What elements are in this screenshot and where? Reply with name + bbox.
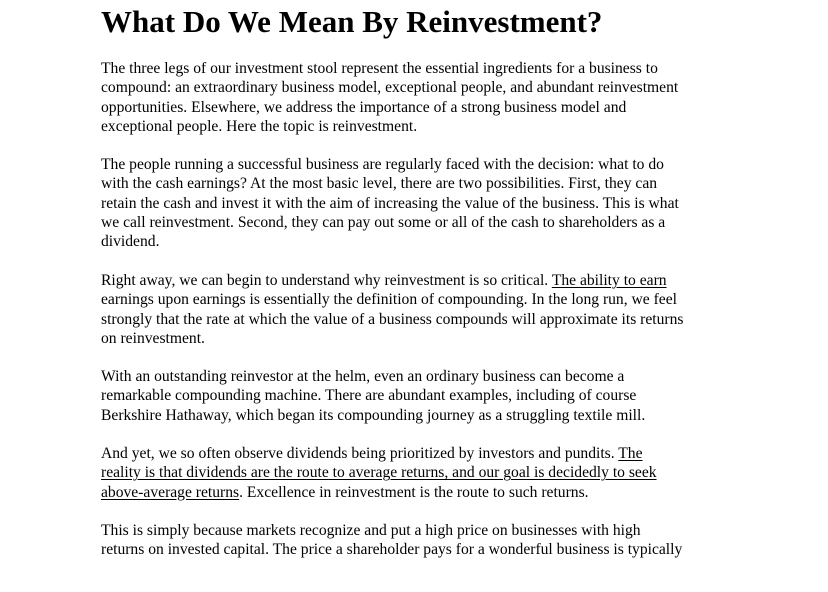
text-segment: Right away, we can begin to understand why reinvestment is so critical.	[101, 272, 552, 289]
text-line	[101, 386, 761, 405]
text-segment: And yet, we so often observe dividends being prioritized by investors and pundits.	[101, 445, 619, 462]
text-line	[101, 406, 761, 425]
text-line	[101, 271, 761, 290]
text-line	[101, 59, 761, 78]
paragraph	[101, 155, 761, 251]
text-line	[101, 521, 761, 540]
text-line	[101, 232, 761, 251]
text-segment: we call reinvestment. Second, they can pay out some or all of the cash to shareholders as a	[101, 213, 666, 231]
text-segment: The three legs of our investment stool represent the essential ingredients for a business to	[101, 60, 658, 77]
text-segment: The people running a successful business are regularly faced with the decision: what to do	[101, 156, 664, 173]
paragraph	[101, 271, 761, 348]
paragraph	[101, 444, 761, 502]
text-segment: remarkable compounding machine. There are abundant examples, including of course	[101, 387, 637, 405]
underlined-text: reality is that dividends are the route to average returns, and our goal is decidedly to seek	[101, 464, 657, 482]
text-line	[101, 540, 761, 559]
text-segment: strongly that the rate at which the value of a business compounds will approximate its returns	[101, 310, 684, 328]
text-line	[101, 213, 761, 232]
text-line	[101, 329, 761, 348]
text-line	[101, 98, 761, 117]
text-segment: exceptional people. Here the topic is reinvestment.	[101, 117, 418, 135]
text-segment: on reinvestment.	[101, 329, 205, 347]
text-segment: dividend.	[101, 233, 160, 251]
text-line	[101, 155, 761, 174]
text-line	[101, 444, 761, 463]
text-segment: retain the cash and invest it with the aim of increasing the value of the business. This is what	[101, 194, 679, 212]
text-line	[101, 310, 761, 329]
underlined-text: The ability to earn	[551, 272, 667, 289]
text-segment: With an outstanding reinvestor at the helm, even an ordinary business can become a	[101, 368, 625, 385]
text-line	[101, 463, 761, 482]
text-line	[101, 194, 761, 213]
text-segment: earnings upon earnings is essentially the definition of compounding. In the long run, we feel	[101, 291, 677, 309]
text-line	[101, 117, 761, 136]
text-segment: Berkshire Hathaway, which began its compounding journey as a struggling textile mill.	[101, 406, 646, 424]
underlined-text: The	[618, 445, 643, 462]
page-title: What Do We Mean By Reinvestment?	[101, 4, 603, 39]
paragraph	[101, 59, 761, 136]
text-line	[101, 290, 761, 309]
text-segment: . Excellence in reinvestment is the route to such returns.	[239, 483, 589, 501]
text-line	[101, 174, 761, 193]
text-segment: with the cash earnings? At the most basic level, there are two possibilities. First, they can	[101, 175, 658, 193]
text-line	[101, 367, 761, 386]
text-segment: This is simply because markets recognize and put a high price on businesses with high	[101, 522, 641, 539]
text-segment: returns on invested capital. The price a shareholder pays for a wonderful business is typically	[101, 541, 683, 559]
paragraph	[101, 521, 761, 560]
text-line	[101, 483, 761, 502]
text-segment: compound: an extraordinary business model, exceptional people, and abundant reinvestment	[101, 79, 679, 97]
text-line	[101, 78, 761, 97]
paragraph	[101, 367, 761, 425]
underlined-text: above-average returns	[101, 483, 240, 501]
text-segment: opportunities. Elsewhere, we address the importance of a strong business model and	[101, 98, 627, 116]
